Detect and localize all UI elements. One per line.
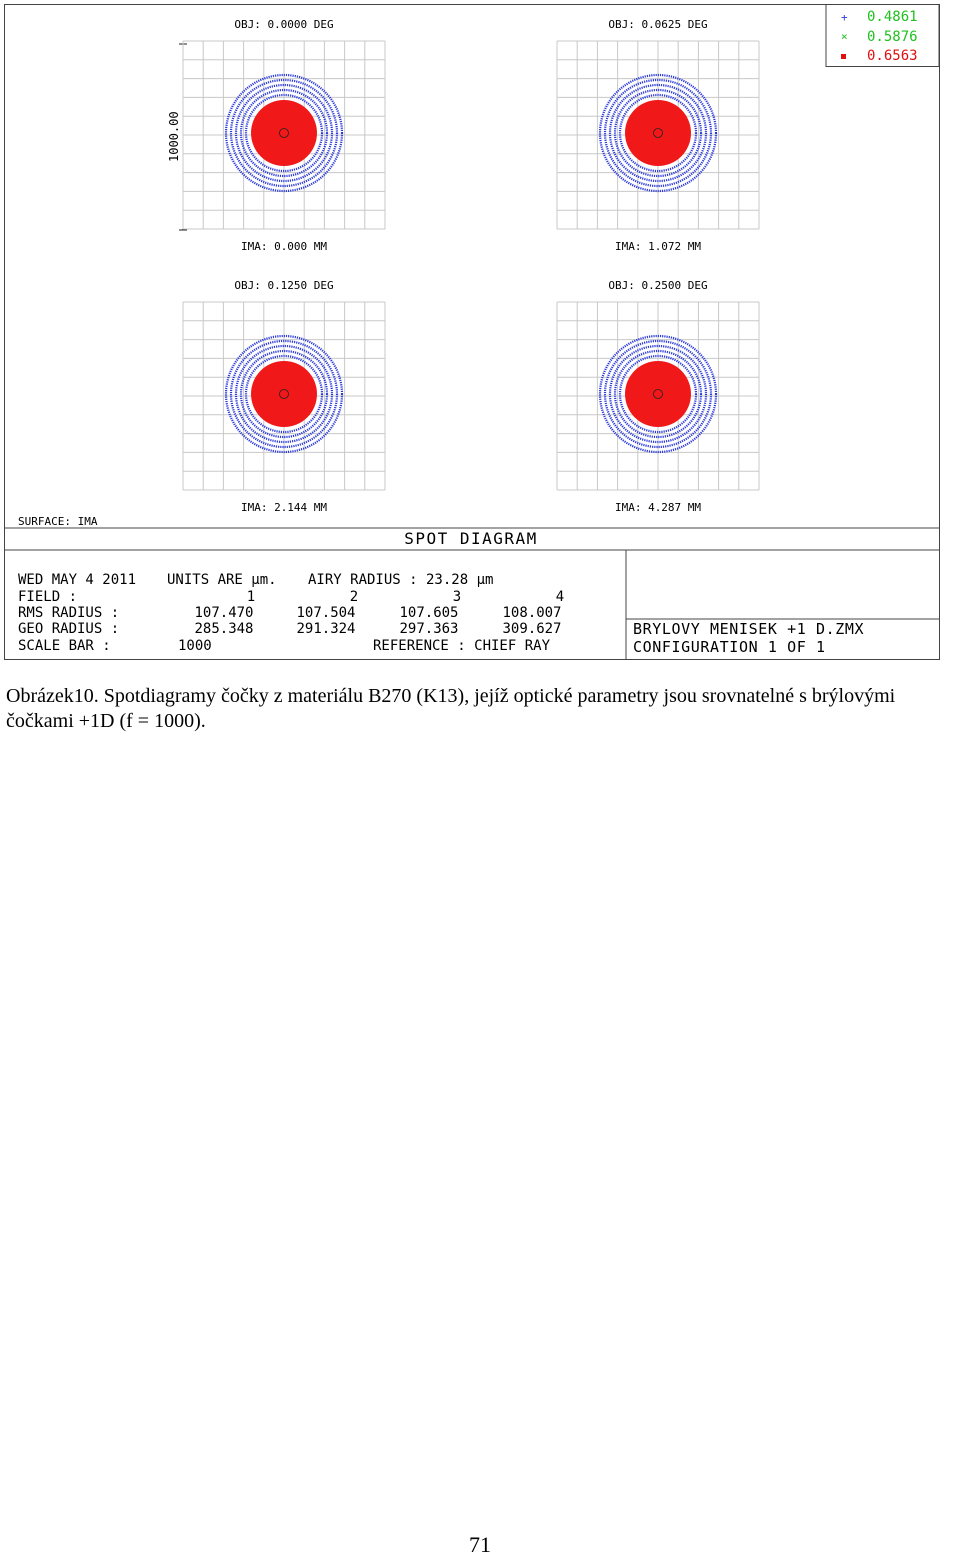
plot-1-image-height: IMA: 0.000 MM	[240, 240, 328, 253]
spot-diagram-figure	[4, 4, 940, 660]
field-3: 3	[452, 589, 462, 605]
plot-1-object-field: OBJ: 0.0000 DEG	[234, 18, 334, 31]
geo-radius-2: 291.324	[296, 621, 356, 637]
field-label: FIELD :	[18, 589, 78, 605]
geo-radius-4: 309.627	[502, 621, 562, 637]
info-date: WED MAY 4 2011	[18, 572, 137, 588]
page-number: 71	[469, 1532, 491, 1557]
wavelength-legend	[826, 5, 939, 67]
plot-3-object-field: OBJ: 0.1250 DEG	[234, 279, 334, 292]
geo-radius-1: 285.348	[194, 621, 254, 637]
svg-text:+: +	[841, 11, 848, 24]
plot-2-image-height: IMA: 1.072 MM	[614, 240, 702, 253]
plot-2-object-field: OBJ: 0.0625 DEG	[608, 18, 708, 31]
legend-label-3: 0.6563	[867, 48, 918, 64]
plot-4-object-field: OBJ: 0.2500 DEG	[608, 279, 708, 292]
info-airy-radius: AIRY RADIUS : 23.28 µm	[308, 572, 494, 588]
figure-frame	[5, 5, 940, 660]
plot-4-image-height: IMA: 4.287 MM	[614, 501, 702, 514]
rms-radius-4: 108.007	[502, 605, 562, 621]
legend-label-1: 0.4861	[867, 9, 918, 25]
surface-label: SURFACE: IMA	[18, 515, 98, 528]
scale-bar-label: 1000.00	[167, 111, 181, 162]
diagram-title: SPOT DIAGRAM	[404, 529, 538, 548]
legend-label-2: 0.5876	[867, 29, 918, 45]
geo-radius-3: 297.363	[399, 621, 459, 637]
field-4: 4	[555, 589, 565, 605]
svg-text:×: ×	[841, 30, 848, 43]
lens-file-name: BRYLOVY MENISEK +1 D.ZMX	[633, 620, 865, 638]
rms-radius-2: 107.504	[296, 605, 356, 621]
field-1: 1	[246, 589, 256, 605]
info-units: UNITS ARE µm.	[167, 572, 277, 588]
rms-radius-3: 107.605	[399, 605, 459, 621]
rms-radius-1: 107.470	[194, 605, 254, 621]
field-2: 2	[349, 589, 359, 605]
geo-radius-label: GEO RADIUS :	[18, 621, 120, 637]
scale-bar-row-label: SCALE BAR :	[18, 638, 111, 654]
scale-bar-value: 1000	[178, 638, 212, 654]
figure-caption: Obrázek10. Spotdiagramy čočky z materiálu B270 (K13), jejíž optické parametry jsou srovnatelné s brýlovými čočkami +1D (f = 1000).	[6, 685, 896, 732]
rms-radius-label: RMS RADIUS :	[18, 605, 120, 621]
plot-3-image-height: IMA: 2.144 MM	[240, 501, 328, 514]
configuration: CONFIGURATION 1 OF 1	[633, 638, 826, 656]
reference: REFERENCE : CHIEF RAY	[373, 638, 551, 654]
